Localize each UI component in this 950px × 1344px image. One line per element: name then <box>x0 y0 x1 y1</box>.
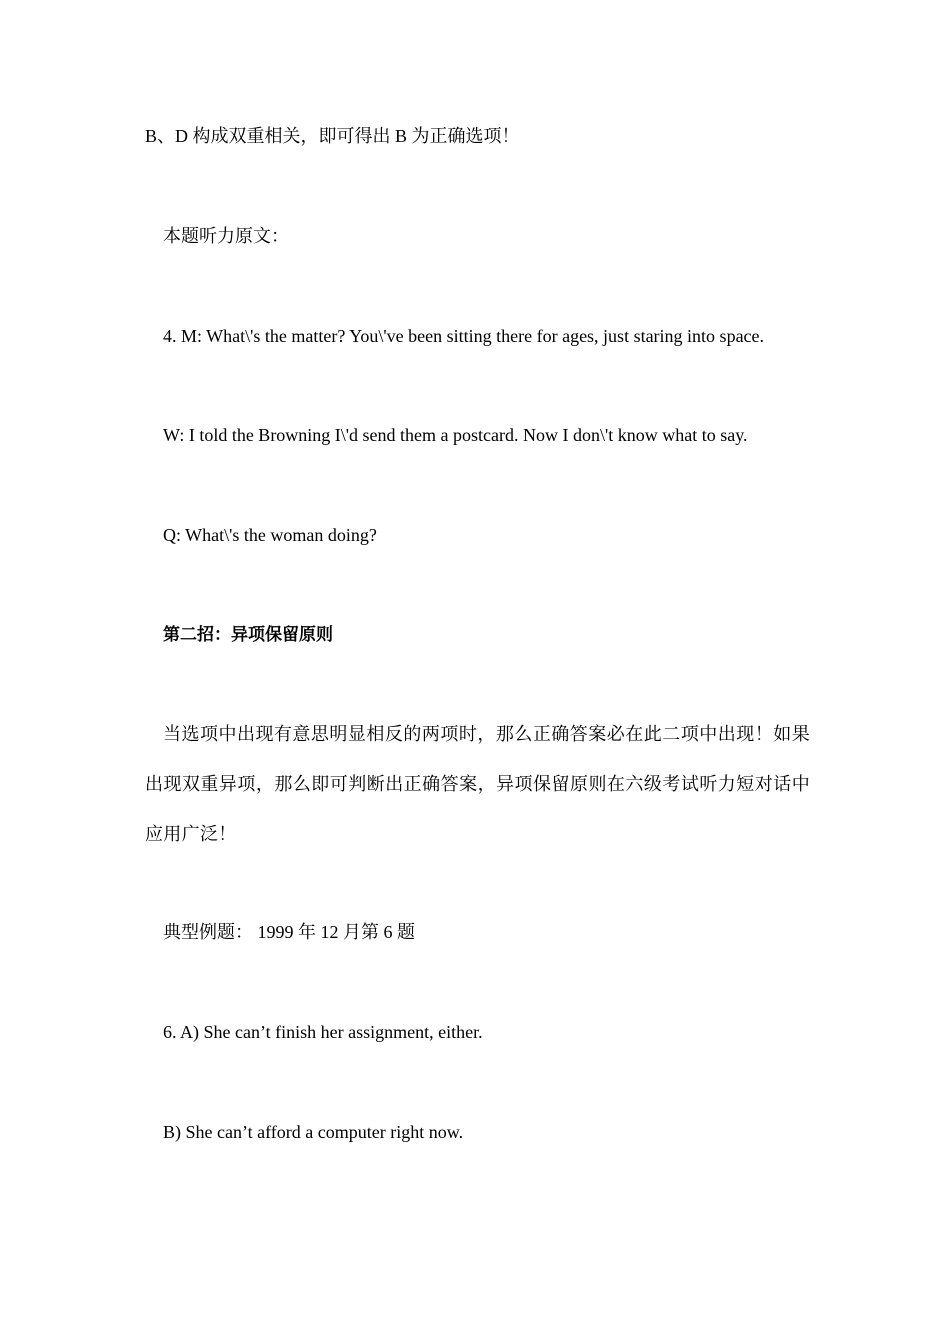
text-line-transcript-label: 本题听力原文： <box>163 226 289 246</box>
text-line-conclusion: B、D 构成双重相关，即可得出 B 为正确选项！ <box>145 126 520 146</box>
option-b: B) She can’t afford a computer right now. <box>163 1122 464 1142</box>
option-a: 6. A) She can’t finish her assignment, either. <box>163 1022 483 1042</box>
text-line-dialogue-m: 4. M: What\'s the matter? You\'ve been sitting there for ages, just staring into space. <box>163 326 765 346</box>
text-line-question: Q: What\'s the woman doing? <box>163 525 377 545</box>
text-line-dialogue-w: W: I told the Browning I\'d send them a postcard. Now I don\'t know what to say. <box>163 425 748 445</box>
text-line-example: 典型例题： 1999 年 12 月第 6 题 <box>163 922 415 942</box>
section-heading: 第二招：异项保留原则 <box>163 625 333 645</box>
body-paragraph: 当选项中出现有意思明显相反的两项时，那么正确答案必在此二项中出现！如果出现双重异项，那么即可判断出正确答案，异项保留原则在六级考试听力短对话中应用广泛！ <box>145 724 810 844</box>
